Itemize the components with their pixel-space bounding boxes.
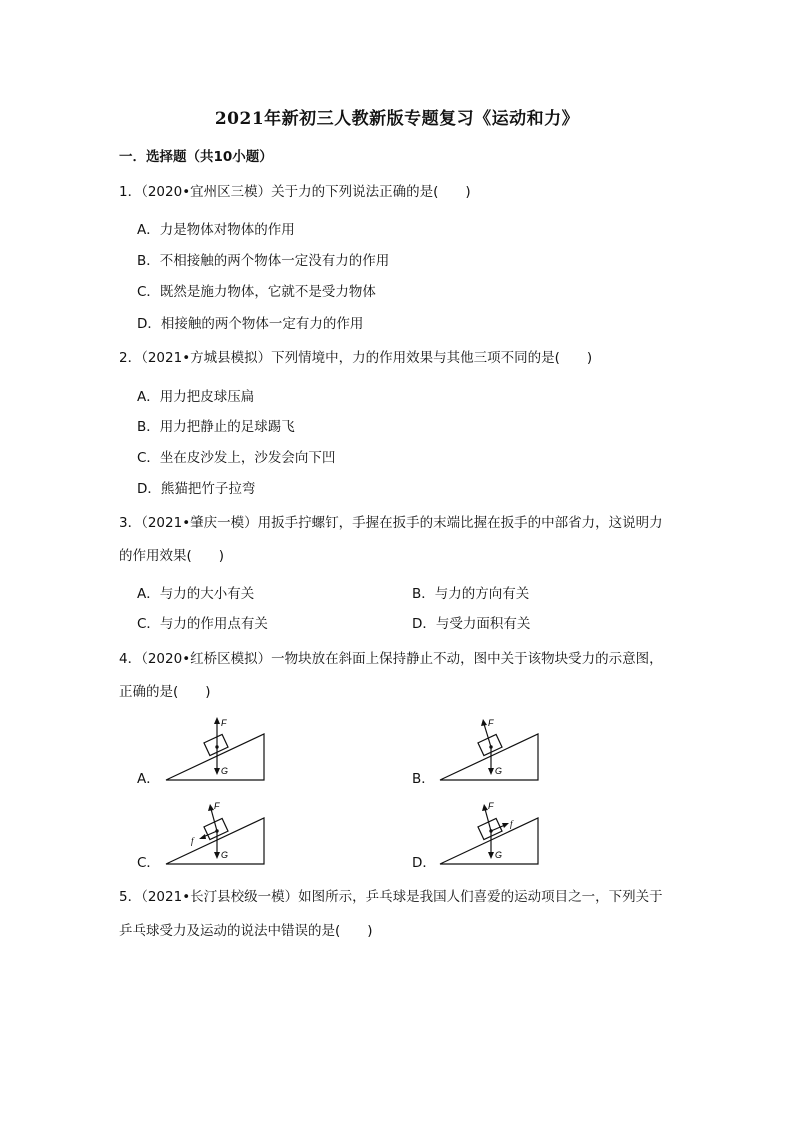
question-1-option-a: A．力是物体对物体的作用 [137,222,295,238]
question-2-option-d: D．熊猫把竹子拉弯 [137,481,256,497]
question-3-option-a: A．与力的大小有关 [137,586,255,602]
force-label-g: G [221,850,229,860]
question-5-stem-line-1: 5．（2021•长汀县校级一模）如图所示，乒乓球是我国人们喜爱的运动项目之一，下列关于 [119,889,663,905]
force-label-g: G [495,850,503,860]
force-label-g: G [221,766,229,776]
question-1-stem: 1．（2020•宜州区三模）关于力的下列说法正确的是( ) [119,184,471,200]
question-1-option-c: C．既然是施力物体，它就不是受力物体 [137,284,376,300]
section-heading: 一．选择题（共10小题） [119,149,273,165]
force-diagram-d [434,796,544,868]
question-3-option-c: C．与力的作用点有关 [137,616,268,632]
question-4-option-d-label: D． [412,855,436,871]
question-4-option-c-label: C． [137,855,160,871]
force-label-g: G [495,766,503,776]
force-label-f-upper: F [214,801,220,811]
question-3-stem-line-1: 3．（2021•肇庆一模）用扳手拧螺钉，手握在扳手的末端比握在扳手的中部省力，这说明力 [119,515,663,531]
force-label-f-upper: F [488,718,494,728]
question-3-option-d: D．与受力面积有关 [412,616,531,632]
force-label-f-upper: F [221,718,227,728]
force-diagram-c [160,796,270,868]
question-4-stem-line-1: 4．（2020•红桥区模拟）一物块放在斜面上保持静止不动，图中关于该物块受力的示意图， [119,651,663,667]
question-2-option-b: B．用力把静止的足球踢飞 [137,419,295,435]
question-4-option-a-label: A． [137,771,160,787]
question-3-stem-line-2: 的作用效果( ) [119,548,225,564]
force-label-f-upper: F [488,801,494,811]
question-3-option-b: B．与力的方向有关 [412,586,530,602]
question-2-stem: 2．（2021•方城县模拟）下列情境中，力的作用效果与其他三项不同的是( ) [119,350,593,366]
force-label-f-lower: f [510,819,513,829]
question-4-option-b-label: B． [412,771,435,787]
question-1-option-d: D．相接触的两个物体一定有力的作用 [137,316,364,332]
question-2-option-a: A．用力把皮球压扁 [137,389,255,405]
question-4-stem-line-2: 正确的是( ) [119,684,211,700]
question-1-option-b: B．不相接触的两个物体一定没有力的作用 [137,253,390,269]
force-diagram-a [160,712,270,784]
page-title: 2021年新初三人教新版专题复习《运动和力》 [214,109,580,129]
question-5-stem-line-2: 乒乓球受力及运动的说法中错误的是( ) [119,923,373,939]
question-2-option-c: C．坐在皮沙发上，沙发会向下凹 [137,450,336,466]
force-diagram-b [434,712,544,784]
force-label-f-lower: f [191,836,194,846]
